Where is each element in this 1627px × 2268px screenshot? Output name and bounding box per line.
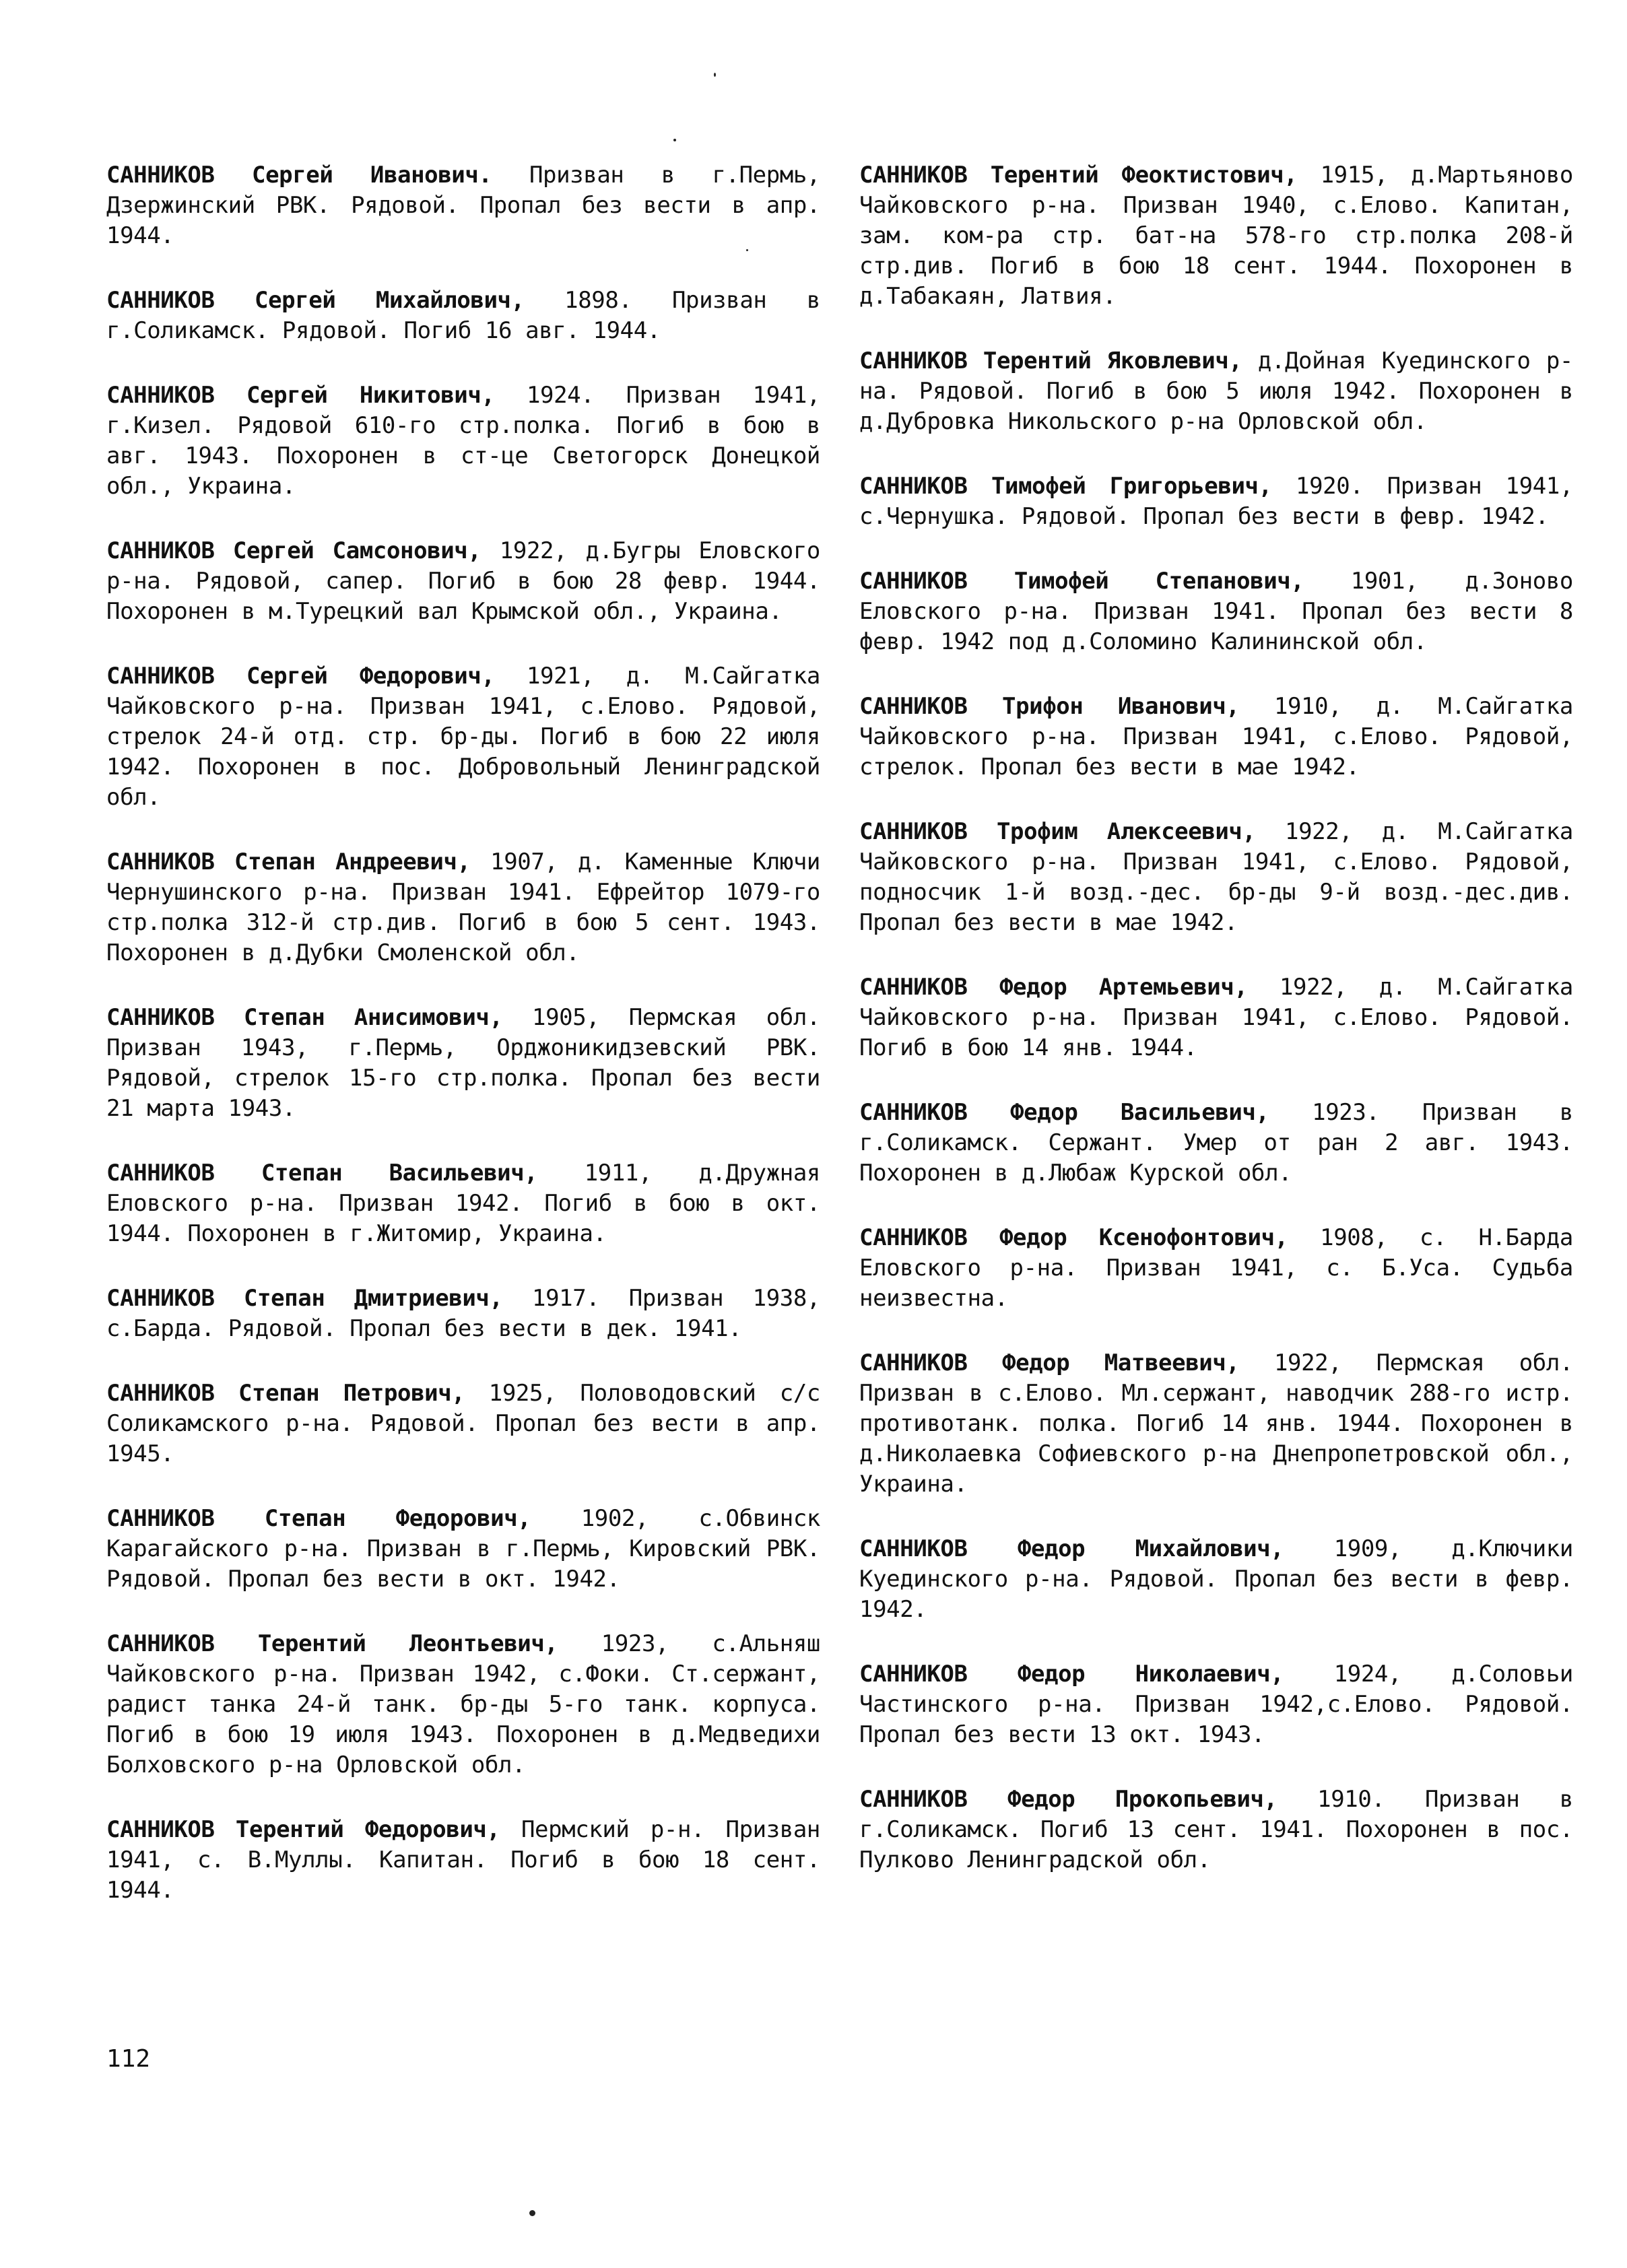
- entry-text: 1917. Призван 1938, с.Барда. Рядовой. Пропал без вести в дек. 1941.: [106, 1285, 821, 1342]
- entry: [859, 346, 1573, 437]
- entry-text: Пермский р-н. Призван 1941, с. В.Муллы. Капитан. Погиб в бою 18 сент. 1944.: [106, 1816, 821, 1904]
- entry: [859, 1098, 1573, 1189]
- entry-name: САННИКОВ Федор Матвеевич,: [859, 1349, 1240, 1376]
- entry-name: САННИКОВ Терентий Федорович,: [106, 1816, 500, 1843]
- entry: [859, 1659, 1573, 1750]
- entry-name: САННИКОВ Степан Федорович,: [106, 1505, 531, 1532]
- entry-text: 1911, д.Дружная Еловского р-на. Призван 1942. Погиб в бою в окт. 1944. Похоронен в г.Житомир, Украина.: [106, 1160, 820, 1247]
- entry: [859, 566, 1573, 657]
- entry: [106, 1283, 820, 1344]
- entry-text: 1923. Призван в г.Соликамск. Сержант. Умер от ран 2 авг. 1943. Похоронен в д.Любаж Курской обл.: [859, 1099, 1573, 1187]
- entry: [106, 380, 820, 502]
- entry-name: САННИКОВ Сергей Самсонович,: [106, 537, 482, 564]
- entry: [106, 160, 820, 251]
- entry-text: 1923, с.Альняш Чайковского р-на. Призван 1942, с.Фоки. Ст.сержант, радист танка 24-й танк. бр-ды 5-го танк. корпуса. Погиб в бою 19 июля 1943. Похоронен в д.Медведихи Болховского р-на Орловской обл.: [106, 1630, 820, 1778]
- entry: [859, 1785, 1573, 1875]
- entry: [859, 471, 1573, 532]
- entry-name: САННИКОВ Федор Васильевич,: [859, 1099, 1269, 1126]
- right-column: [859, 160, 1573, 1910]
- entry: [106, 1378, 820, 1469]
- entry-name: САННИКОВ Федор Артемьевич,: [859, 974, 1248, 1001]
- entry-name: САННИКОВ Тимофей Степанович,: [859, 568, 1304, 595]
- entry-name: САННИКОВ Степан Петрович,: [106, 1380, 465, 1407]
- entry: [859, 692, 1573, 782]
- scan-speck: [673, 139, 676, 141]
- entry-text: 1920. Призван 1941, с.Чернушка. Рядовой. Пропал без вести в февр. 1942.: [859, 473, 1573, 530]
- entry: [859, 160, 1573, 312]
- entry-name: САННИКОВ Степан Андреевич,: [106, 848, 471, 875]
- entry-text: 1915, д.Мартьяново Чайковского р-на. Призван 1940, с.Елово. Капитан, зам. ком-ра стр. бат-на 578-го стр.полка 208-й стр.див. Погиб в бою 18 сент. 1944. Похоронен в д.Табакаян, Латвия.: [859, 162, 1573, 310]
- left-column: [106, 160, 820, 1940]
- entry: [859, 817, 1573, 938]
- entry-name: САННИКОВ Сергей Федорович,: [106, 663, 495, 690]
- entry-name: САННИКОВ Сергей Никитович,: [106, 382, 495, 409]
- entry-name: САННИКОВ Степан Дмитриевич,: [106, 1285, 503, 1312]
- entry-name: САННИКОВ Федор Прокопьевич,: [859, 1786, 1277, 1813]
- entry-name: САННИКОВ Сергей Иванович.: [106, 162, 492, 189]
- entry-text: 1922, Пермская обл. Призван в с.Елово. Мл.сержант, наводчик 288-го истр. противотанк. полка. Погиб 14 янв. 1944. Похоронен в д.Николаевка Софиевского р-на Днепропетровской обл., Украина.: [859, 1349, 1573, 1498]
- entry: [106, 1815, 820, 1906]
- entry-text: 1909, д.Ключики Куединского р-на. Рядовой. Пропал без вести в февр. 1942.: [859, 1535, 1573, 1623]
- entry: [859, 1348, 1573, 1500]
- entry-text: 1925, Половодовский с/с Соликамского р-на. Рядовой. Пропал без вести в апр. 1945.: [106, 1380, 820, 1467]
- entry-text: 1910, д. М.Сайгатка Чайковского р-на. Призван 1941, с.Елово. Рядовой, стрелок. Пропал без вести в мае 1942.: [859, 693, 1573, 780]
- entry-text: 1924, д.Соловьи Частинского р-на. Призван 1942,с.Елово. Рядовой. Пропал без вести 13 окт. 1943.: [859, 1661, 1573, 1748]
- entry-name: САННИКОВ Трифон Иванович,: [859, 693, 1240, 720]
- entry: [106, 847, 820, 968]
- entry-text: 1905, Пермская обл. Призван 1943, г.Пермь, Орджоникидзевский РВК. Рядовой, стрелок 15-го стр.полка. Пропал без вести 21 марта 1943.: [106, 1004, 821, 1122]
- entry: [106, 1158, 820, 1249]
- entry-name: САННИКОВ Тимофей Григорьевич,: [859, 473, 1272, 500]
- entry-name: САННИКОВ Федор Николаевич,: [859, 1661, 1284, 1688]
- scan-speck: [714, 73, 716, 77]
- entry-text: 1922, д.Бугры Еловского р-на. Рядовой, сапер. Погиб в бою 28 февр. 1944. Похоронен в м.Турецкий вал Крымской обл., Украина.: [106, 537, 820, 625]
- entry-text: 1907, д. Каменные Ключи Чернушинского р-на. Призван 1941. Ефрейтор 1079-го стр.полка 312-й стр.див. Погиб в бою 5 сент. 1943. Похоронен в д.Дубки Смоленской обл.: [106, 848, 820, 966]
- entry-text: 1922, д. М.Сайгатка Чайковского р-на. Призван 1941, с.Елово. Рядовой. Погиб в бою 14 янв. 1944.: [859, 974, 1573, 1061]
- entry: [106, 1003, 820, 1124]
- entry-text: д.Дойная Куединского р-на. Рядовой. Погиб в бою 5 июля 1942. Похоронен в д.Дубровка Никольского р-на Орловской обл.: [859, 347, 1573, 435]
- entry-name: САННИКОВ Трофим Алексеевич,: [859, 818, 1256, 845]
- entry-text: 1901, д.Зоново Еловского р-на. Призван 1941. Пропал без вести 8 февр. 1942 под д.Соломино Калининской обл.: [859, 568, 1574, 655]
- entry-name: САННИКОВ Сергей Михайлович,: [106, 287, 525, 314]
- entry-text: 1898. Призван в г.Соликамск. Рядовой. Погиб 16 авг. 1944.: [106, 287, 820, 344]
- entry-name: САННИКОВ Терентий Феоктистович,: [859, 162, 1298, 189]
- entry: [106, 1629, 820, 1780]
- scan-speck: [746, 249, 748, 251]
- entry: [106, 1504, 820, 1595]
- entry-text: 1908, с. Н.Барда Еловского р-на. Призван 1941, с. Б.Уса. Судьба неизвестна.: [859, 1224, 1573, 1312]
- entry: [859, 1534, 1573, 1625]
- entry-name: САННИКОВ Степан Васильевич,: [106, 1160, 538, 1187]
- entry: [859, 1223, 1573, 1314]
- entry: [859, 972, 1573, 1063]
- entry-name: САННИКОВ Терентий Яковлевич,: [859, 347, 1242, 374]
- entry: [106, 536, 820, 627]
- entry-name: САННИКОВ Терентий Леонтьевич,: [106, 1630, 558, 1657]
- page-number: 112: [106, 2045, 151, 2073]
- entry-text: 1910. Призван в г.Соликамск. Погиб 13 сент. 1941. Похоронен в пос. Пулково Ленинградской обл.: [859, 1786, 1573, 1873]
- scan-speck: [529, 2210, 535, 2216]
- entry-name: САННИКОВ Степан Анисимович,: [106, 1004, 503, 1031]
- entry-text: 1922, д. М.Сайгатка Чайковского р-на. Призван 1941, с.Елово. Рядовой, подносчик 1-й возд.-дес. бр-ды 9-й возд.-дес.див. Пропал без вести в мае 1942.: [859, 818, 1574, 936]
- entry: [106, 661, 820, 813]
- entry-text: 1924. Призван 1941, г.Кизел. Рядовой 610-го стр.полка. Погиб в бою в авг. 1943. Похоронен в ст-це Светогорск Донецкой обл., Украина.: [106, 382, 820, 500]
- entry-text: Призван в г.Пермь, Дзержинский РВК. Рядовой. Пропал без вести в апр. 1944.: [106, 162, 820, 249]
- entry-text: 1902, с.Обвинск Карагайского р-на. Призван в г.Пермь, Кировский РВК. Рядовой. Пропал без вести в окт. 1942.: [106, 1505, 820, 1593]
- entry-name: САННИКОВ Федор Михайлович,: [859, 1535, 1284, 1562]
- entry-name: САННИКОВ Федор Ксенофонтович,: [859, 1224, 1288, 1251]
- entry-text: 1921, д. М.Сайгатка Чайковского р-на. Призван 1941, с.Елово. Рядовой, стрелок 24-й отд. стр. бр-ды. Погиб в бою 22 июля 1942. Похоронен в пос. Добровольный Ленинградской обл.: [106, 663, 820, 811]
- entry: [106, 286, 820, 346]
